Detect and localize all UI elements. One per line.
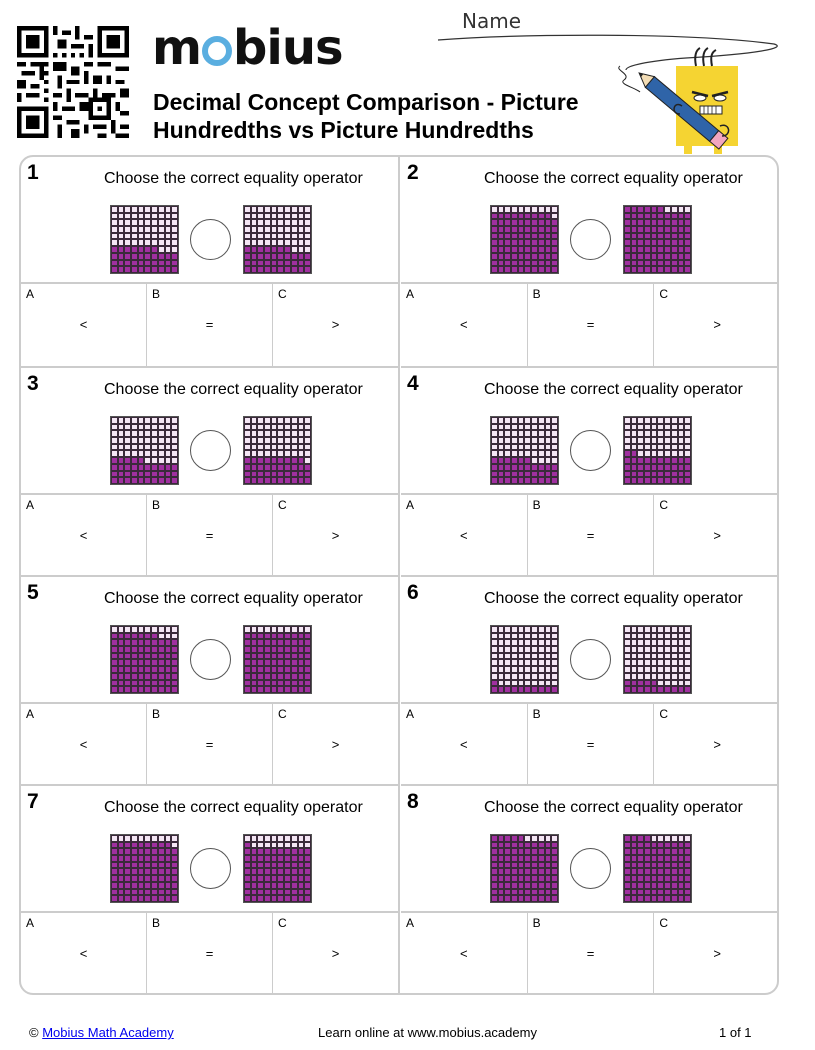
option-a[interactable] <box>21 913 147 995</box>
operator-circle <box>190 848 231 889</box>
right-hundredths-grid <box>623 416 692 485</box>
question-number: 1 <box>27 161 39 184</box>
option-symbol: = <box>205 528 214 543</box>
option-letter: B <box>152 916 161 930</box>
option-letter: C <box>659 916 669 930</box>
option-symbol: > <box>331 528 340 543</box>
question-number: 3 <box>27 372 39 395</box>
question-8 <box>401 784 779 993</box>
question-number: 4 <box>407 372 419 395</box>
question-3 <box>21 366 400 575</box>
qr-code <box>17 26 129 138</box>
answer-options <box>401 282 779 366</box>
option-symbol: < <box>460 737 468 752</box>
option-a[interactable] <box>401 284 528 366</box>
answer-options <box>21 493 398 577</box>
option-c[interactable] <box>654 704 779 786</box>
right-hundredths-grid <box>623 205 692 274</box>
left-hundredths-grid <box>110 416 179 485</box>
option-b[interactable] <box>147 913 273 995</box>
option-b[interactable] <box>528 913 655 995</box>
name-label: Name <box>462 9 522 33</box>
left-hundredths-grid <box>490 205 559 274</box>
right-hundredths-grid <box>243 205 312 274</box>
option-b[interactable] <box>147 704 273 786</box>
question-2 <box>401 157 779 366</box>
option-letter: B <box>532 498 541 512</box>
option-c[interactable] <box>654 284 779 366</box>
operator-circle <box>190 219 231 260</box>
answer-options <box>401 493 779 577</box>
question-prompt: Choose the correct equality operator <box>484 381 743 398</box>
option-letter: A <box>26 916 35 930</box>
option-letter: B <box>532 707 541 721</box>
answer-options <box>21 702 398 786</box>
question-6 <box>401 575 779 784</box>
question-4 <box>401 366 779 575</box>
option-a[interactable] <box>401 704 528 786</box>
operator-circle <box>570 430 611 471</box>
option-symbol: < <box>460 946 468 961</box>
left-hundredths-grid <box>110 625 179 694</box>
option-letter: C <box>278 916 287 930</box>
option-b[interactable] <box>147 495 273 577</box>
option-symbol: < <box>79 528 88 543</box>
option-letter: C <box>278 287 287 301</box>
option-a[interactable] <box>21 284 147 366</box>
option-letter: B <box>152 498 161 512</box>
question-number: 6 <box>407 581 419 604</box>
option-letter: C <box>659 498 669 512</box>
option-symbol: = <box>205 317 214 332</box>
option-letter: B <box>152 707 161 721</box>
option-c[interactable] <box>273 913 398 995</box>
option-b[interactable] <box>528 284 655 366</box>
answer-options <box>21 911 398 995</box>
option-letter: B <box>532 916 541 930</box>
question-prompt: Choose the correct equality operator <box>484 170 743 187</box>
option-letter: A <box>26 287 35 301</box>
option-letter: A <box>406 707 415 721</box>
answer-options <box>401 702 779 786</box>
option-symbol: > <box>713 317 721 332</box>
copyright-symbol: © <box>29 1025 39 1040</box>
right-hundredths-grid <box>243 416 312 485</box>
option-c[interactable] <box>654 913 779 995</box>
operator-circle <box>190 639 231 680</box>
question-prompt: Choose the correct equality operator <box>104 381 363 398</box>
question-number: 2 <box>407 161 419 184</box>
option-a[interactable] <box>21 495 147 577</box>
option-symbol: < <box>79 946 88 961</box>
option-symbol: > <box>331 737 340 752</box>
logo-o-icon <box>202 36 232 66</box>
option-letter: B <box>532 287 541 301</box>
option-letter: C <box>659 287 669 301</box>
option-letter: A <box>26 498 35 512</box>
question-prompt: Choose the correct equality operator <box>484 590 743 607</box>
right-hundredths-grid <box>243 625 312 694</box>
option-letter: A <box>406 498 415 512</box>
option-symbol: < <box>79 737 88 752</box>
mobius-academy-link[interactable]: Mobius Math Academy <box>42 1025 174 1040</box>
right-hundredths-grid <box>623 834 692 903</box>
question-board <box>19 155 779 995</box>
question-prompt: Choose the correct equality operator <box>104 590 363 607</box>
option-b[interactable] <box>147 284 273 366</box>
option-a[interactable] <box>21 704 147 786</box>
question-5 <box>21 575 400 784</box>
answer-options <box>21 282 398 366</box>
left-hundredths-grid <box>110 205 179 274</box>
option-letter: C <box>659 707 669 721</box>
mobius-logo: m bius <box>152 20 343 76</box>
option-symbol: = <box>586 737 595 752</box>
option-symbol: < <box>460 317 468 332</box>
option-a[interactable] <box>401 495 528 577</box>
option-c[interactable] <box>654 495 779 577</box>
left-hundredths-grid <box>110 834 179 903</box>
answer-options <box>401 911 779 995</box>
right-hundredths-grid <box>243 834 312 903</box>
option-symbol: = <box>586 528 595 543</box>
question-number: 7 <box>27 790 39 813</box>
left-hundredths-grid <box>490 834 559 903</box>
option-symbol: > <box>713 737 721 752</box>
footer-center-text: Learn online at www.mobius.academy <box>318 1025 537 1040</box>
option-letter: A <box>26 707 35 721</box>
option-symbol: < <box>79 317 88 332</box>
option-letter: A <box>406 287 415 301</box>
question-1 <box>21 157 400 366</box>
left-hundredths-grid <box>490 416 559 485</box>
option-letter: A <box>406 916 415 930</box>
page-number: 1 of 1 <box>719 1025 752 1040</box>
option-symbol: = <box>586 317 595 332</box>
option-symbol: > <box>713 528 721 543</box>
question-prompt: Choose the correct equality operator <box>104 170 363 187</box>
option-b[interactable] <box>528 704 655 786</box>
question-prompt: Choose the correct equality operator <box>104 799 363 816</box>
option-c[interactable] <box>273 284 398 366</box>
option-symbol: = <box>586 946 595 961</box>
option-letter: C <box>278 498 287 512</box>
option-symbol: > <box>713 946 721 961</box>
question-number: 8 <box>407 790 419 813</box>
operator-circle <box>570 219 611 260</box>
option-symbol: > <box>331 946 340 961</box>
option-symbol: < <box>460 528 468 543</box>
option-c[interactable] <box>273 495 398 577</box>
operator-circle <box>570 639 611 680</box>
option-b[interactable] <box>528 495 655 577</box>
page-title: Decimal Concept Comparison - Picture Hundredths vs Picture Hundredths <box>153 89 579 143</box>
option-c[interactable] <box>273 704 398 786</box>
mascot-icon <box>612 44 742 156</box>
option-symbol: = <box>205 737 214 752</box>
option-letter: B <box>152 287 161 301</box>
operator-circle <box>570 848 611 889</box>
option-a[interactable] <box>401 913 528 995</box>
right-hundredths-grid <box>623 625 692 694</box>
question-number: 5 <box>27 581 39 604</box>
option-symbol: = <box>205 946 214 961</box>
question-prompt: Choose the correct equality operator <box>484 799 743 816</box>
left-hundredths-grid <box>490 625 559 694</box>
question-7 <box>21 784 400 993</box>
option-letter: C <box>278 707 287 721</box>
option-symbol: > <box>331 317 340 332</box>
operator-circle <box>190 430 231 471</box>
footer-copyright <box>29 1025 174 1040</box>
